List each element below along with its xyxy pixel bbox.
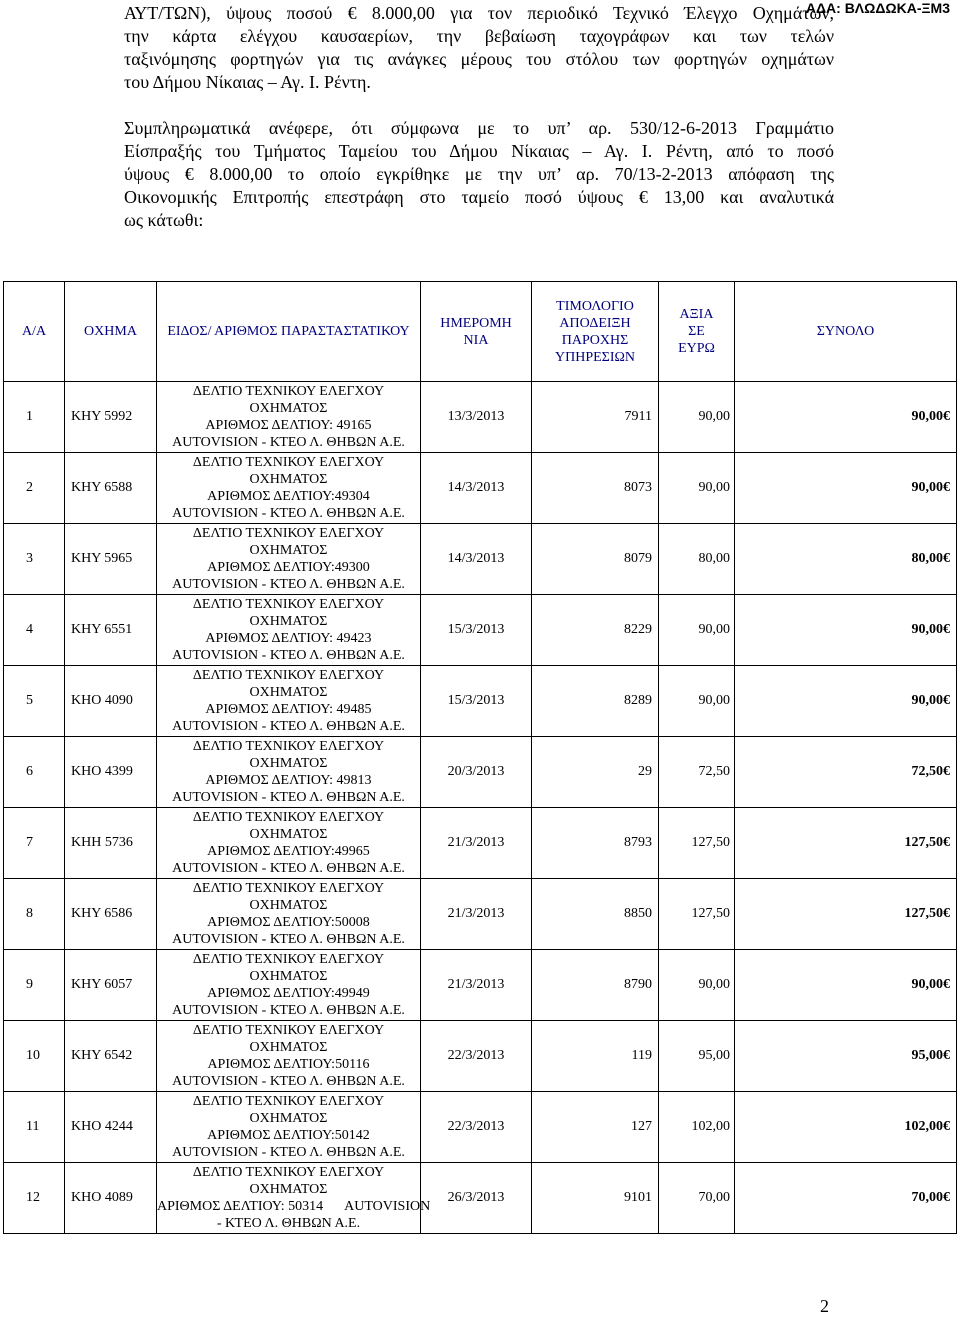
header-date-line: ΝΙΑ (463, 332, 489, 348)
cell-aa: 7 (4, 808, 65, 879)
cell-date: 15/3/2013 (421, 595, 532, 666)
cell-aa: 6 (4, 737, 65, 808)
cell-total: 95,00€ (735, 1021, 957, 1092)
cell-document-line: AUTOVISION - ΚΤΕΟ Λ. ΘΗΒΩΝ Α.Ε. (172, 719, 405, 734)
cell-value: 90,00 (659, 453, 735, 524)
cell-total: 127,50€ (735, 808, 957, 879)
cell-vehicle: ΚΗΗ 5736 (65, 808, 157, 879)
cell-date: 15/3/2013 (421, 666, 532, 737)
cell-document-line: ΔΕΛΤΙΟ ΤΕΧΝΙΚΟΥ ΕΛΕΓΧΟΥ ΟΧΗΜΑΤΟΣ (192, 881, 385, 913)
table-row (4, 595, 957, 666)
cell-document-line: AUTOVISION - ΚΤΕΟ Λ. ΘΗΒΩΝ Α.Ε. (172, 577, 405, 592)
cell-value: 72,50 (659, 737, 735, 808)
cell-document-line: ΔΕΛΤΙΟ ΤΕΧΝΙΚΟΥ ΕΛΕΓΧΟΥ ΟΧΗΜΑΤΟΣ (192, 668, 385, 700)
cell-date: 13/3/2013 (421, 382, 532, 453)
cell-value: 70,00 (659, 1163, 735, 1234)
cell-date: 21/3/2013 (421, 879, 532, 950)
cell-value: 95,00 (659, 1021, 735, 1092)
cell-invoice: 8850 (532, 879, 659, 950)
cell-document-line: AUTOVISION - ΚΤΕΟ Λ. ΘΗΒΩΝ Α.Ε. (172, 435, 405, 450)
table-row (4, 950, 957, 1021)
table-row (4, 666, 957, 737)
cell-total: 90,00€ (735, 666, 957, 737)
header-invoice-line: ΑΠΟΔΕΙΞΗ (559, 315, 631, 331)
cell-document (157, 1163, 431, 1234)
cell-aa: 10 (4, 1021, 65, 1092)
cell-document-line: ΔΕΛΤΙΟ ΤΕΧΝΙΚΟΥ ΕΛΕΓΧΟΥ ΟΧΗΜΑΤΟΣ (192, 455, 385, 487)
cell-document-line: - ΚΤΕΟ Λ. ΘΗΒΩΝ Α.Ε. (216, 1216, 361, 1231)
cell-document-line: ΔΕΛΤΙΟ ΤΕΧΝΙΚΟΥ ΕΛΕΓΧΟΥ ΟΧΗΜΑΤΟΣ (192, 810, 385, 842)
cell-document (157, 595, 421, 666)
cell-aa: 3 (4, 524, 65, 595)
cell-invoice: 119 (532, 1021, 659, 1092)
cell-vehicle: ΚΗΥ 6551 (65, 595, 157, 666)
cell-document-line: ΑΡΙΘΜΟΣ ΔΕΛΤΙΟΥ:49304 (207, 489, 370, 504)
cell-total: 102,00€ (735, 1092, 957, 1163)
cell-vehicle: ΚΗΥ 5965 (65, 524, 157, 595)
cell-total: 70,00€ (735, 1163, 957, 1234)
cell-date: 22/3/2013 (421, 1092, 532, 1163)
table-row (4, 808, 957, 879)
cell-vehicle: ΚΗΟ 4244 (65, 1092, 157, 1163)
cell-total: 127,50€ (735, 879, 957, 950)
page-number: 2 (820, 1296, 829, 1316)
cell-document (157, 950, 421, 1021)
cell-invoice: 8790 (532, 950, 659, 1021)
cell-invoice: 8073 (532, 453, 659, 524)
cell-document (157, 808, 421, 879)
cell-document-line: ΑΡΙΘΜΟΣ ΔΕΛΤΙΟΥ:50008 (207, 915, 370, 930)
paragraph-line: Είσπραξής του Τμήματος Ταμείου του Δήμου Νίκαιας – Αγ. Ι. Ρέντη, από το ποσό (124, 141, 834, 161)
cell-document-line: AUTOVISION - ΚΤΕΟ Λ. ΘΗΒΩΝ Α.Ε. (172, 790, 405, 805)
paragraph-line: Οικονομικής Επιτροπής επεστράφη στο ταμείο ποσό ύψους € 13,00 και αναλυτικά (124, 187, 834, 207)
cell-value: 90,00 (659, 666, 735, 737)
cell-aa: 11 (4, 1092, 65, 1163)
header-invoice-line: ΥΠΗΡΕΣΙΩΝ (555, 349, 635, 365)
cell-document-line: ΑΡΙΘΜΟΣ ΔΕΛΤΙΟΥ: 49423 (205, 631, 372, 646)
header-aa: Α/Α (4, 282, 65, 382)
cell-document (157, 382, 421, 453)
header-total: ΣΥΝΟΛΟ (735, 282, 957, 382)
cell-date: 20/3/2013 (421, 737, 532, 808)
cell-value: 102,00 (659, 1092, 735, 1163)
cell-document-line: ΑΡΙΘΜΟΣ ΔΕΛΤΙΟΥ:49949 (207, 986, 370, 1001)
paragraph-line: Συμπληρωματικά ανέφερε, ότι σύμφωνα με το υπ’ αρ. 530/12-6-2013 Γραμμάτιο (124, 118, 834, 138)
cell-vehicle: ΚΗΥ 6057 (65, 950, 157, 1021)
header-value (659, 282, 735, 382)
ada-code: ΑΔΑ: ΒΛΩΔΩΚΑ-ΞΜ3 (805, 0, 950, 16)
cell-invoice: 8793 (532, 808, 659, 879)
cell-aa: 8 (4, 879, 65, 950)
paragraph-line: ύψους € 8.000,00 το οποίο εγκρίθηκε με την υπ’ αρ. 70/13-2-2013 απόφαση της (124, 164, 834, 184)
cell-document-line: ΔΕΛΤΙΟ ΤΕΧΝΙΚΟΥ ΕΛΕΓΧΟΥ ΟΧΗΜΑΤΟΣ (192, 384, 385, 416)
cell-document (157, 453, 421, 524)
expenses-table (3, 281, 957, 1234)
cell-total: 90,00€ (735, 950, 957, 1021)
cell-document-line: ΑΡΙΘΜΟΣ ΔΕΛΤΙΟΥ: 49813 (205, 773, 372, 788)
paragraph-line: ταξινόμησης φορτηγών για τις ανάγκες μέρους του στόλου των φορτηγών οχημάτων (124, 49, 834, 69)
paragraph-intro (124, 2, 834, 94)
cell-document-line: ΑΡΙΘΜΟΣ ΔΕΛΤΙΟΥ: 49485 (205, 702, 372, 717)
header-invoice-line: ΤΙΜΟΛΟΓΙΟ (556, 298, 634, 314)
cell-aa: 1 (4, 382, 65, 453)
table-row (4, 737, 957, 808)
cell-vehicle: ΚΗΟ 4399 (65, 737, 157, 808)
header-document: ΕΙΔΟΣ/ ΑΡΙΘΜΟΣ ΠΑΡΑΣΤΑΣΤΑΤΙΚΟΥ (157, 282, 421, 382)
cell-total: 90,00€ (735, 595, 957, 666)
cell-document-line: ΑΡΙΘΜΟΣ ΔΕΛΤΙΟΥ:50116 (207, 1057, 370, 1072)
cell-vehicle: ΚΗΥ 5992 (65, 382, 157, 453)
header-value-line: ΣΕ (688, 324, 705, 339)
cell-document-line: ΔΕΛΤΙΟ ΤΕΧΝΙΚΟΥ ΕΛΕΓΧΟΥ ΟΧΗΜΑΤΟΣ (192, 1094, 385, 1126)
cell-value: 90,00 (659, 950, 735, 1021)
table-row (4, 453, 957, 524)
cell-document-line: ΔΕΛΤΙΟ ΤΕΧΝΙΚΟΥ ΕΛΕΓΧΟΥ ΟΧΗΜΑΤΟΣ (192, 1023, 385, 1055)
paragraph-line: ΑΥΤ/ΤΩΝ), ύψους ποσού € 8.000,00 για τον περιοδικό Τεχνικό Έλεγχο Οχημάτων, (124, 3, 834, 23)
cell-total: 72,50€ (735, 737, 957, 808)
cell-total: 90,00€ (735, 382, 957, 453)
cell-document-line: ΔΕΛΤΙΟ ΤΕΧΝΙΚΟΥ ΕΛΕΓΧΟΥ ΟΧΗΜΑΤΟΣ (192, 597, 385, 629)
table-row (4, 1092, 957, 1163)
cell-aa: 12 (4, 1163, 65, 1234)
cell-document-line: ΔΕΛΤΙΟ ΤΕΧΝΙΚΟΥ ΕΛΕΓΧΟΥ ΟΧΗΜΑΤΟΣ (192, 526, 385, 558)
table-row (4, 1021, 957, 1092)
header-invoice (532, 282, 659, 382)
table-row (4, 879, 957, 950)
cell-value: 127,50 (659, 808, 735, 879)
table-row (4, 382, 957, 453)
cell-invoice: 8229 (532, 595, 659, 666)
header-date (421, 282, 532, 382)
cell-document (157, 1021, 421, 1092)
cell-vehicle: ΚΗΥ 6542 (65, 1021, 157, 1092)
cell-document-line: ΔΕΛΤΙΟ ΤΕΧΝΙΚΟΥ ΕΛΕΓΧΟΥ ΟΧΗΜΑΤΟΣ (192, 739, 385, 771)
cell-aa: 9 (4, 950, 65, 1021)
cell-document-line: AUTOVISION - ΚΤΕΟ Λ. ΘΗΒΩΝ Α.Ε. (172, 506, 405, 521)
cell-vehicle: ΚΗΟ 4090 (65, 666, 157, 737)
cell-invoice: 127 (532, 1092, 659, 1163)
paragraph-line: του Δήμου Νίκαιας – Αγ. Ι. Ρέντη. (124, 72, 371, 92)
cell-document-line: ΑΡΙΘΜΟΣ ΔΕΛΤΙΟΥ: 49165 (205, 418, 372, 433)
table-row (4, 524, 957, 595)
cell-invoice: 9101 (532, 1163, 659, 1234)
cell-document-line: ΑΡΙΘΜΟΣ ΔΕΛΤΙΟΥ:50142 (207, 1128, 370, 1143)
cell-document-line: ΑΡΙΘΜΟΣ ΔΕΛΤΙΟΥ:49300 (207, 560, 370, 575)
cell-date: 21/3/2013 (421, 950, 532, 1021)
cell-invoice: 29 (532, 737, 659, 808)
paragraph-line: την κάρτα ελέγχου καυσαερίων, την βεβαίωση ταχογράφων και των τελών (124, 26, 834, 46)
cell-date: 21/3/2013 (421, 808, 532, 879)
table-header-row (4, 282, 957, 382)
cell-document (157, 1092, 421, 1163)
cell-document (157, 879, 421, 950)
cell-document-line: AUTOVISION - ΚΤΕΟ Λ. ΘΗΒΩΝ Α.Ε. (172, 932, 405, 947)
header-value-line: ΕΥΡΩ (678, 341, 715, 356)
cell-document-line: ΑΡΙΘΜΟΣ ΔΕΛΤΙΟΥ: 50314 AUTOVISION (157, 1199, 431, 1214)
cell-document-line: AUTOVISION - ΚΤΕΟ Λ. ΘΗΒΩΝ Α.Ε. (172, 1074, 405, 1089)
cell-date: 22/3/2013 (421, 1021, 532, 1092)
cell-document-line: ΔΕΛΤΙΟ ΤΕΧΝΙΚΟΥ ΕΛΕΓΧΟΥ ΟΧΗΜΑΤΟΣ (192, 952, 385, 984)
cell-vehicle: ΚΗΥ 6586 (65, 879, 157, 950)
cell-vehicle: ΚΗΥ 6588 (65, 453, 157, 524)
cell-date: 14/3/2013 (421, 453, 532, 524)
cell-document-line: AUTOVISION - ΚΤΕΟ Λ. ΘΗΒΩΝ Α.Ε. (172, 648, 405, 663)
cell-value: 127,50 (659, 879, 735, 950)
cell-document (157, 666, 421, 737)
cell-document (157, 737, 421, 808)
cell-value: 80,00 (659, 524, 735, 595)
cell-document-line: AUTOVISION - ΚΤΕΟ Λ. ΘΗΒΩΝ Α.Ε. (172, 861, 405, 876)
paragraph-supplementary (124, 117, 834, 232)
cell-document-line: AUTOVISION - ΚΤΕΟ Λ. ΘΗΒΩΝ Α.Ε. (172, 1003, 405, 1018)
cell-invoice: 8289 (532, 666, 659, 737)
cell-date: 26/3/2013 (421, 1163, 532, 1234)
cell-total: 80,00€ (735, 524, 957, 595)
cell-invoice: 7911 (532, 382, 659, 453)
header-value-line: ΑΞΙΑ (679, 307, 714, 322)
cell-document-line: ΑΡΙΘΜΟΣ ΔΕΛΤΙΟΥ:49965 (207, 844, 370, 859)
cell-aa: 2 (4, 453, 65, 524)
table-row (4, 1163, 957, 1234)
cell-value: 90,00 (659, 382, 735, 453)
cell-document-line: ΔΕΛΤΙΟ ΤΕΧΝΙΚΟΥ ΕΛΕΓΧΟΥ ΟΧΗΜΑΤΟΣ (192, 1165, 385, 1197)
cell-date: 14/3/2013 (421, 524, 532, 595)
cell-vehicle: ΚΗΟ 4089 (65, 1163, 157, 1234)
cell-invoice: 8079 (532, 524, 659, 595)
paragraph-line: ως κάτωθι: (124, 210, 204, 230)
header-date-line: ΗΜΕΡΟΜΗ (440, 315, 512, 331)
header-invoice-line: ΠΑΡΟΧΗΣ (561, 332, 629, 348)
cell-aa: 4 (4, 595, 65, 666)
cell-document (157, 524, 421, 595)
cell-aa: 5 (4, 666, 65, 737)
header-vehicle: ΟΧΗΜΑ (65, 282, 157, 382)
cell-document-line: AUTOVISION - ΚΤΕΟ Λ. ΘΗΒΩΝ Α.Ε. (172, 1145, 405, 1160)
cell-total: 90,00€ (735, 453, 957, 524)
cell-value: 90,00 (659, 595, 735, 666)
